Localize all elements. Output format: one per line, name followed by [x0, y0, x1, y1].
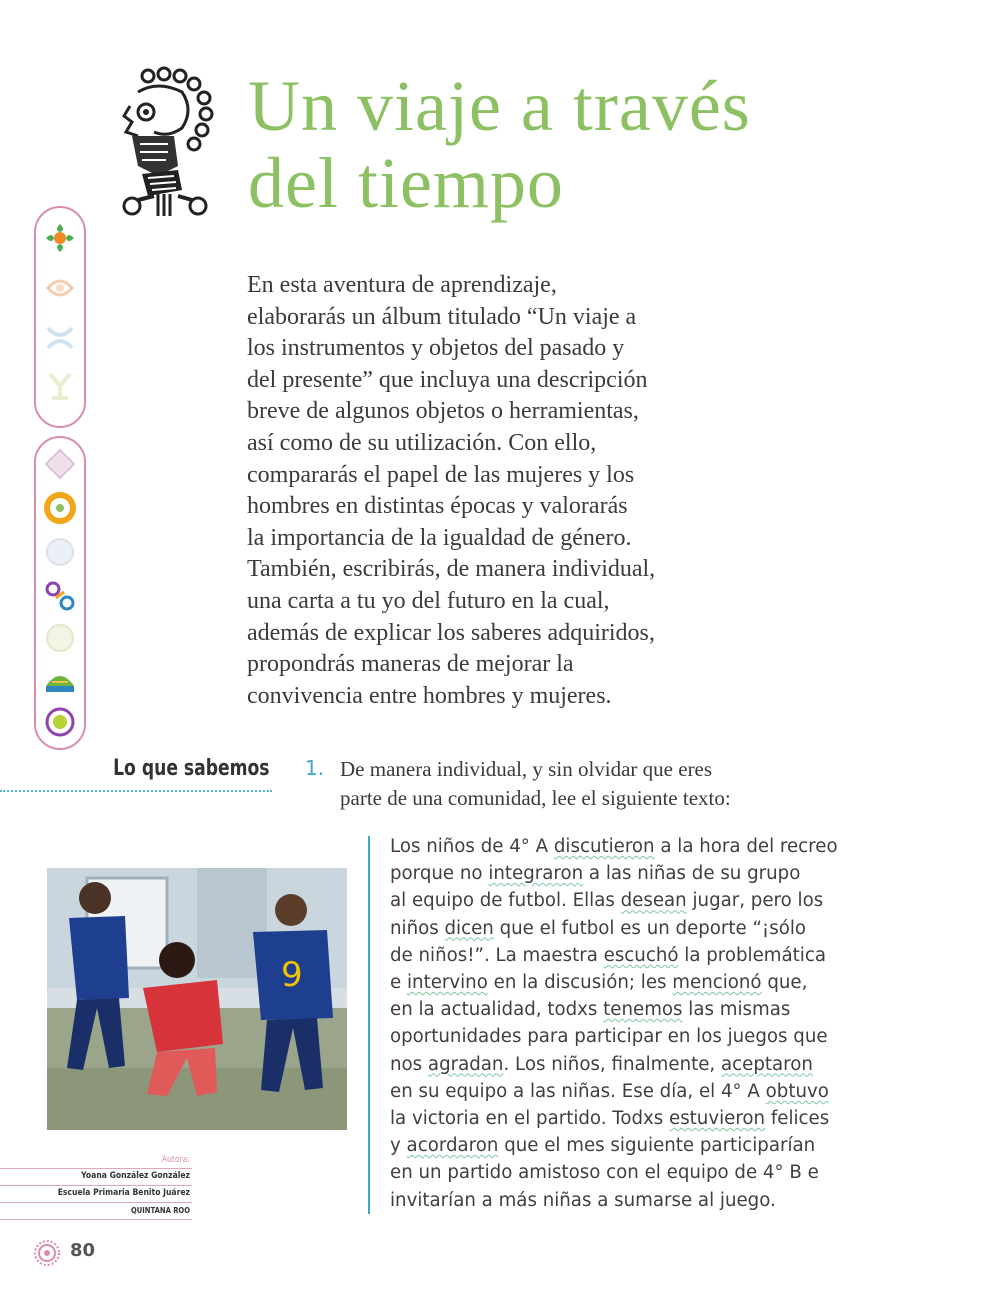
reading-line: nos agradan. Los niños, finalmente, aceptaron — [390, 1053, 813, 1075]
intro-line: convivencia entre hombres y mujeres. — [247, 682, 612, 709]
reading-line: e intervino en la discusión; les mencionó que, — [390, 972, 808, 994]
flower-icon[interactable] — [42, 220, 78, 256]
activity-instruction — [340, 755, 900, 813]
credit-divider — [0, 1185, 192, 1186]
reading-line: niños dicen que el futbol es un deporte “¡sólo — [390, 917, 807, 939]
credit-divider — [0, 1202, 192, 1203]
people-faded-icon[interactable] — [42, 368, 78, 404]
title-line-1: Un viaje a través — [248, 66, 751, 146]
reading-line: invitarían a más niñas a sumarse al juego. — [390, 1189, 776, 1211]
intro-line: la importancia de la igualdad de género. — [247, 524, 632, 551]
intro-line: los instrumentos y objetos del pasado y — [247, 335, 625, 362]
figures-faded-icon[interactable] — [42, 320, 78, 356]
intro-line: También, escribirás, de manera individual, — [247, 556, 656, 583]
reading-line: al equipo de futbol. Ellas desean jugar, pero los — [390, 890, 824, 912]
credit-state: QUINTANA ROO — [130, 1206, 190, 1215]
quote-accent-bar — [368, 836, 370, 1214]
page-title — [248, 68, 948, 222]
reading-line: de niños!”. La maestra escuchó la problemática — [390, 944, 826, 966]
gender-equality-icon[interactable] — [42, 578, 78, 614]
orange-ring-icon[interactable] — [42, 490, 78, 526]
svg-text:9: 9 — [281, 955, 303, 995]
section-heading-label: Lo que sabemos — [113, 756, 270, 781]
intro-line: En esta aventura de aprendizaje, — [247, 272, 557, 298]
credit-divider — [0, 1168, 192, 1169]
intro-line: elaborarás un álbum titulado “Un viaje a — [247, 303, 637, 330]
aztec-glyph-icon — [118, 66, 218, 220]
reading-line: Los niños de 4° A discutieron a la hora del recreo — [390, 836, 838, 857]
intro-line: además de explicar los saberes adquiridos, — [247, 619, 655, 646]
intro-line: breve de algunos objetos o herramientas, — [247, 398, 639, 425]
reading-line: y acordaron que el mes siguiente participarían — [390, 1135, 816, 1157]
reading-line: porque no integraron a las niñas de su grupo — [390, 863, 801, 885]
purple-circle-icon[interactable] — [42, 704, 78, 740]
title-line-2: del tiempo — [248, 143, 564, 223]
reading-line: en un partido amistoso con el equipo de 4° B e — [390, 1162, 819, 1184]
spiral-faded-icon[interactable] — [42, 270, 78, 306]
reading-line: la victoria en el partido. Todxs estuvieron felices — [390, 1108, 830, 1130]
intro-paragraph — [247, 270, 777, 712]
activity-line: parte de una comunidad, lee el siguiente texto: — [340, 786, 731, 810]
reading-text — [390, 833, 910, 1214]
star-faded-icon[interactable] — [42, 534, 78, 570]
intro-line: hombres en distintas épocas y valorarás — [247, 493, 628, 520]
reading-line: en la actualidad, todxs tenemos las mismas — [390, 999, 791, 1021]
intro-line: del presente” que incluya una descripción — [247, 366, 648, 393]
leaf-faded-icon[interactable] — [42, 620, 78, 656]
turtle-icon[interactable] — [42, 662, 78, 698]
page-number: 80 — [70, 1240, 96, 1261]
section-heading-lo-que-sabemos — [0, 756, 272, 792]
activity-number: 1. — [305, 756, 325, 780]
reading-line: en su equipo a las niñas. Ese día, el 4° A obtuvo — [390, 1080, 829, 1102]
reading-line: oportunidades para participar en los juegos que — [390, 1026, 828, 1048]
credit-school: Escuela Primaria Benito Juárez — [57, 1188, 190, 1198]
activity-line: De manera individual, y sin olvidar que eres — [340, 757, 713, 781]
intro-line: así como de su utilización. Con ello, — [247, 429, 597, 456]
intro-line: compararás el papel de las mujeres y los — [247, 461, 635, 488]
diamond-faded-icon[interactable] — [42, 446, 78, 482]
credit-label: Autora: — [161, 1155, 190, 1165]
intro-line: propondrás maneras de mejorar la — [247, 651, 574, 678]
sun-ornament-icon — [32, 1238, 62, 1268]
credit-author: Yoana González González — [81, 1171, 190, 1181]
intro-line: una carta a tu yo del futuro en la cual, — [247, 587, 610, 614]
kids-soccer-photo — [47, 868, 347, 1130]
credit-divider — [0, 1219, 192, 1220]
